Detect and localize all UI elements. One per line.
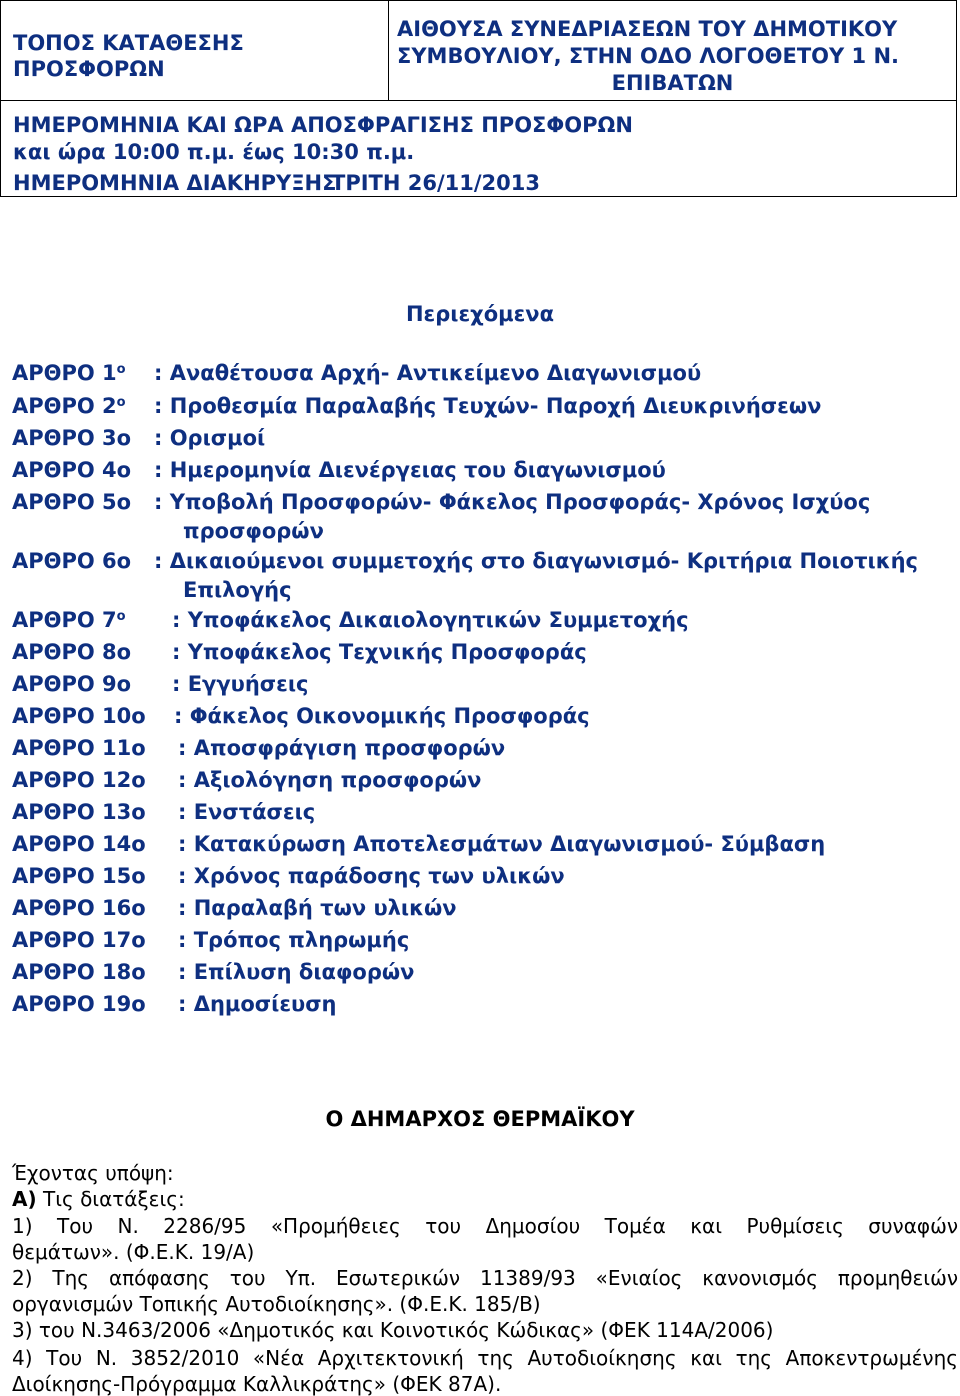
toc-article-title: : Αναθέτουσα Αρχή- Αντικείμενο Διαγωνισμού	[154, 361, 702, 385]
ref-4-line1: 4) Του Ν. 3852/2010 «Νέα Αρχιτεκτονική της Αυτοδιοίκησης και της Αποκεντρωμένης	[12, 1346, 958, 1370]
toc-article-number	[12, 989, 146, 1020]
toc-article-superscript: ο	[116, 609, 126, 624]
ref-2-line2: οργανισμών Τοπικής Αυτοδιοίκησης». (Φ.Ε.Κ. 185/Β)	[12, 1292, 541, 1316]
toc-article-number	[12, 546, 131, 577]
toc-article-number	[12, 701, 146, 732]
toc-article-label: ΑΡΘΡΟ 14ο	[12, 832, 146, 856]
toc-heading: Περιεχόμενα	[405, 302, 554, 326]
toc-article-number	[12, 829, 146, 860]
ref-2-line1: 2) Της απόφασης του Υπ. Εσωτερικών 11389/93 «Ενιαίος κανονισμός προμηθειών	[12, 1266, 958, 1290]
toc-article-label: ΑΡΘΡΟ 4ο	[12, 458, 132, 482]
ref-4-line2: Διοίκησης-Πρόγραμμα Καλλικράτης» (ΦΕΚ 87Α).	[12, 1372, 502, 1396]
toc-article-title: : Υποβολή Προσφορών- Φάκελος Προσφοράς- Χρόνος Ισχύος	[154, 490, 871, 514]
toc-article-label: ΑΡΘΡΟ 3ο	[12, 426, 132, 450]
toc-article-number	[12, 423, 131, 454]
announcement-label: ΗΜΕΡΟΜΗΝΙΑ ΔΙΑΚΗΡΥΞΗΣ	[13, 171, 337, 195]
toc-article-label: ΑΡΘΡΟ 12ο	[12, 768, 146, 792]
toc-article-label: ΑΡΘΡΟ 11ο	[12, 736, 146, 760]
toc-article-title: : Υποφάκελος Δικαιολογητικών Συμμετοχής	[172, 608, 689, 632]
toc-article-number	[12, 925, 146, 956]
toc-article-title: : Κατακύρωση Αποτελεσμάτων Διαγωνισμού- Σύμβαση	[178, 832, 826, 856]
tender-info-table	[0, 0, 957, 197]
toc-article-title: : Ορισμοί	[154, 426, 266, 450]
toc-article-label: ΑΡΘΡΟ 8ο	[12, 640, 132, 664]
ref-1-line1: 1) Του Ν. 2286/95 «Προμήθειες του Δημοσίου Τομέα και Ρυθμίσεις συναφών	[12, 1214, 958, 1238]
toc-article-label: ΑΡΘΡΟ 1	[12, 361, 117, 385]
section-a	[12, 1187, 958, 1211]
toc-article-number	[12, 957, 146, 988]
toc-article-label: ΑΡΘΡΟ 19ο	[12, 992, 146, 1016]
toc-article-title: : Τρόπος πληρωμής	[178, 928, 410, 952]
toc-article-title: : Χρόνος παράδοσης των υλικών	[178, 864, 565, 888]
toc-article-label: ΑΡΘΡΟ 18ο	[12, 960, 146, 984]
toc-article-title: : Εγγυήσεις	[172, 672, 309, 696]
toc-article-title-continuation: προσφορών	[183, 519, 324, 543]
toc-article-number	[12, 637, 131, 668]
toc-article-title: : Επίλυση διαφορών	[178, 960, 415, 984]
toc-article-title: : Δικαιούμενοι συμμετοχής στο διαγωνισμό- Κριτήρια Ποιοτικής	[154, 549, 919, 573]
toc-article-label: ΑΡΘΡΟ 2	[12, 394, 117, 418]
ref-3-line1: 3) του Ν.3463/2006 «Δημοτικός και Κοινοτικός Κώδικας» (ΦΕΚ 114Α/2006)	[12, 1318, 774, 1342]
toc-article-label: ΑΡΘΡΟ 16ο	[12, 896, 146, 920]
announcement-date: ΤΡΙΤΗ 26/11/2013	[331, 171, 540, 195]
toc-article-number	[12, 358, 126, 392]
toc-article-label: ΑΡΘΡΟ 15ο	[12, 864, 146, 888]
toc-article-label: ΑΡΘΡΟ 10ο	[12, 704, 146, 728]
toc-article-label: ΑΡΘΡΟ 13ο	[12, 800, 146, 824]
toc-article-number	[12, 487, 131, 518]
toc-article-number	[12, 861, 146, 892]
toc-article-label: ΑΡΘΡΟ 9ο	[12, 672, 132, 696]
toc-article-label: ΑΡΘΡΟ 5ο	[12, 490, 132, 514]
toc-article-title: : Υποφάκελος Τεχνικής Προσφοράς	[172, 640, 587, 664]
toc-article-number	[12, 893, 146, 924]
toc-article-superscript: ο	[116, 395, 126, 410]
toc-article-number	[12, 797, 146, 828]
toc-article-title: : Ενστάσεις	[178, 800, 316, 824]
toc-article-number	[12, 765, 146, 796]
toc-article-title: : Παραλαβή των υλικών	[178, 896, 457, 920]
section-a-text: Τις διατάξεις:	[42, 1187, 185, 1211]
toc-article-number	[12, 669, 131, 700]
location-line2: ΣΥΜΒΟΥΛΙΟΥ, ΣΤΗΝ ΟΔΟ ΛΟΓΟΘΕΤΟΥ 1 Ν.	[397, 44, 900, 68]
toc-article-title: : Δημοσίευση	[178, 992, 337, 1016]
toc-article-number	[12, 455, 131, 486]
considering-text: Έχοντας υπόψη:	[12, 1161, 174, 1185]
location-value-cell	[389, 1, 956, 101]
location-label-line2: ΠΡΟΣΦΟΡΩΝ	[13, 57, 165, 81]
section-a-label: Α)	[12, 1187, 37, 1211]
toc-article-title: : Αποσφράγιση προσφορών	[178, 736, 506, 760]
toc-article-superscript: ο	[116, 362, 126, 377]
toc-article-number	[12, 605, 126, 639]
toc-article-title: : Φάκελος Οικονομικής Προσφοράς	[174, 704, 590, 728]
toc-article-title: : Αξιολόγηση προσφορών	[178, 768, 482, 792]
location-label-line1: ΤΟΠΟΣ ΚΑΤΑΘΕΣΗΣ	[13, 31, 244, 55]
toc-article-label: ΑΡΘΡΟ 17ο	[12, 928, 146, 952]
toc-article-number	[12, 391, 126, 425]
location-line1: ΑΙΘΟΥΣΑ ΣΥΝΕΔΡΙΑΣΕΩΝ ΤΟΥ ΔΗΜΟΤΙΚΟΥ	[397, 17, 898, 41]
sealing-line2: και ώρα 10:00 π.μ. έως 10:30 π.μ.	[13, 140, 415, 164]
location-line3: ΕΠΙΒΑΤΩΝ	[611, 71, 734, 95]
mayor-heading: Ο ΔΗΜΑΡΧΟΣ ΘΕΡΜΑΪΚΟΥ	[325, 1107, 635, 1131]
sealing-line1: ΗΜΕΡΟΜΗΝΙΑ ΚΑΙ ΩΡΑ ΑΠΟΣΦΡΑΓΙΣΗΣ ΠΡΟΣΦΟΡΩΝ	[13, 113, 633, 137]
toc-article-title: : Ημερομηνία Διενέργειας του διαγωνισμού	[154, 458, 666, 482]
toc-article-label: ΑΡΘΡΟ 7	[12, 608, 117, 632]
location-label-cell	[1, 1, 389, 101]
toc-article-title-continuation: Επιλογής	[183, 578, 292, 602]
toc-article-number	[12, 733, 146, 764]
toc-article-label: ΑΡΘΡΟ 6ο	[12, 549, 132, 573]
ref-1-line2: θεμάτων». (Φ.Ε.Κ. 19/Α)	[12, 1240, 255, 1264]
toc-article-title: : Προθεσμία Παραλαβής Τευχών- Παροχή Διευκρινήσεων	[154, 394, 822, 418]
